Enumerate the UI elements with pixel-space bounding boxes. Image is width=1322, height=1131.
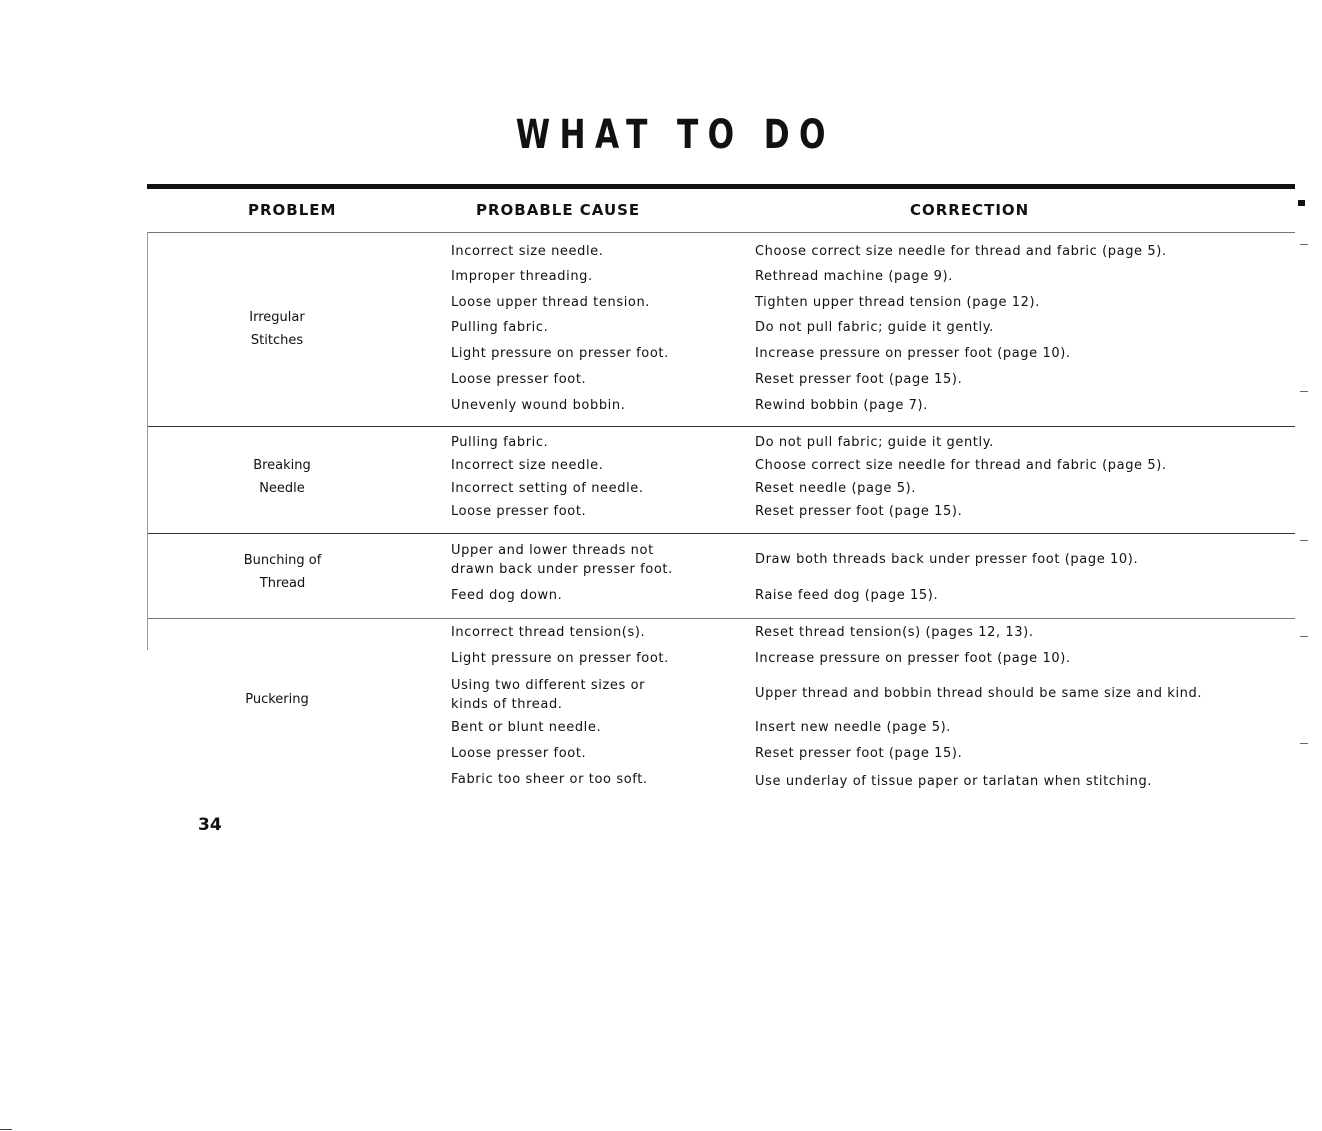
cause-item: Loose upper thread tension. <box>451 295 651 310</box>
margin-tick <box>1300 540 1308 541</box>
problem-label-line: Stitches <box>250 333 304 348</box>
section-divider <box>147 426 1295 427</box>
correction-item: Reset thread tension(s) (pages 12, 13). <box>755 625 1034 640</box>
cause-item: Loose presser foot. <box>451 372 587 387</box>
correction-item: Use underlay of tissue paper or tarlatan when stitching. <box>755 774 1153 789</box>
correction-item: Raise feed dog (page 15). <box>755 588 939 603</box>
cause-item: Pulling fabric. <box>451 320 549 335</box>
column-header-probable-cause: PROBABLE CAUSE <box>476 201 641 219</box>
problem-bunching-of-thread <box>225 549 340 595</box>
correction-item: Reset presser foot (page 15). <box>755 504 963 519</box>
correction-item: Upper thread and bobbin thread should be same size and kind. <box>755 686 1203 701</box>
cause-item: Upper and lower threads not drawn back under presser foot. <box>451 543 673 577</box>
cause-item: Incorrect setting of needle. <box>451 481 644 496</box>
header-divider <box>147 232 1295 233</box>
correction-item: Rethread machine (page 9). <box>755 269 953 284</box>
correction-item: Reset needle (page 5). <box>755 481 917 496</box>
cause-item: Light pressure on presser foot. <box>451 346 669 361</box>
cause-item: Loose presser foot. <box>451 746 587 761</box>
problem-label-line: Breaking <box>253 458 311 473</box>
correction-item: Do not pull fabric; guide it gently. <box>755 320 994 335</box>
cause-item: Incorrect size needle. <box>451 458 604 473</box>
cause-item: Incorrect thread tension(s). <box>451 625 646 640</box>
problem-label-line: Needle <box>259 481 305 496</box>
section-divider <box>147 618 1295 619</box>
correction-item: Choose correct size needle for thread and fabric (page 5). <box>755 458 1167 473</box>
correction-item: Increase pressure on presser foot (page 10). <box>755 346 1071 361</box>
correction-item: Rewind bobbin (page 7). <box>755 398 928 413</box>
problem-irregular-stitches <box>232 306 322 352</box>
table-left-edge <box>147 232 148 650</box>
header-rule <box>147 184 1295 189</box>
problem-label-line: Bunching of <box>243 553 322 568</box>
margin-tick <box>1300 636 1308 637</box>
corner-dash <box>0 1129 12 1130</box>
cause-item: Fabric too sheer or too soft. <box>451 772 648 787</box>
column-header-problem: PROBLEM <box>248 201 337 219</box>
problem-puckering <box>232 688 322 711</box>
cause-item: Incorrect size needle. <box>451 244 604 259</box>
cause-item: Bent or blunt needle. <box>451 720 602 735</box>
page-number: 34 <box>198 815 222 835</box>
corner-mark <box>1298 200 1305 206</box>
problem-label-line: Puckering <box>245 692 309 707</box>
section-divider <box>147 533 1295 534</box>
margin-tick <box>1300 391 1308 392</box>
problem-label-line: Irregular <box>249 310 305 325</box>
correction-item: Choose correct size needle for thread and fabric (page 5). <box>755 244 1167 259</box>
correction-item: Insert new needle (page 5). <box>755 720 951 735</box>
cause-item: Light pressure on presser foot. <box>451 651 669 666</box>
cause-item: Unevenly wound bobbin. <box>451 398 626 413</box>
margin-tick <box>1300 743 1308 744</box>
correction-item: Reset presser foot (page 15). <box>755 372 963 387</box>
page-title: WHAT TO DO <box>515 112 835 158</box>
correction-item: Draw both threads back under presser foot (page 10). <box>755 552 1139 567</box>
correction-item: Tighten upper thread tension (page 12). <box>755 295 1040 310</box>
cause-item: Using two different sizes or kinds of thread. <box>451 678 646 712</box>
problem-label-line: Thread <box>259 576 306 591</box>
correction-item: Do not pull fabric; guide it gently. <box>755 435 994 450</box>
correction-item: Reset presser foot (page 15). <box>755 746 963 761</box>
column-header-correction: CORRECTION <box>910 201 1030 219</box>
cause-item: Feed dog down. <box>451 588 563 603</box>
cause-item: Pulling fabric. <box>451 435 549 450</box>
problem-breaking-needle <box>237 454 327 500</box>
cause-item: Improper threading. <box>451 269 593 284</box>
cause-item: Loose presser foot. <box>451 504 587 519</box>
correction-item: Increase pressure on presser foot (page 10). <box>755 651 1071 666</box>
margin-tick <box>1300 244 1308 245</box>
